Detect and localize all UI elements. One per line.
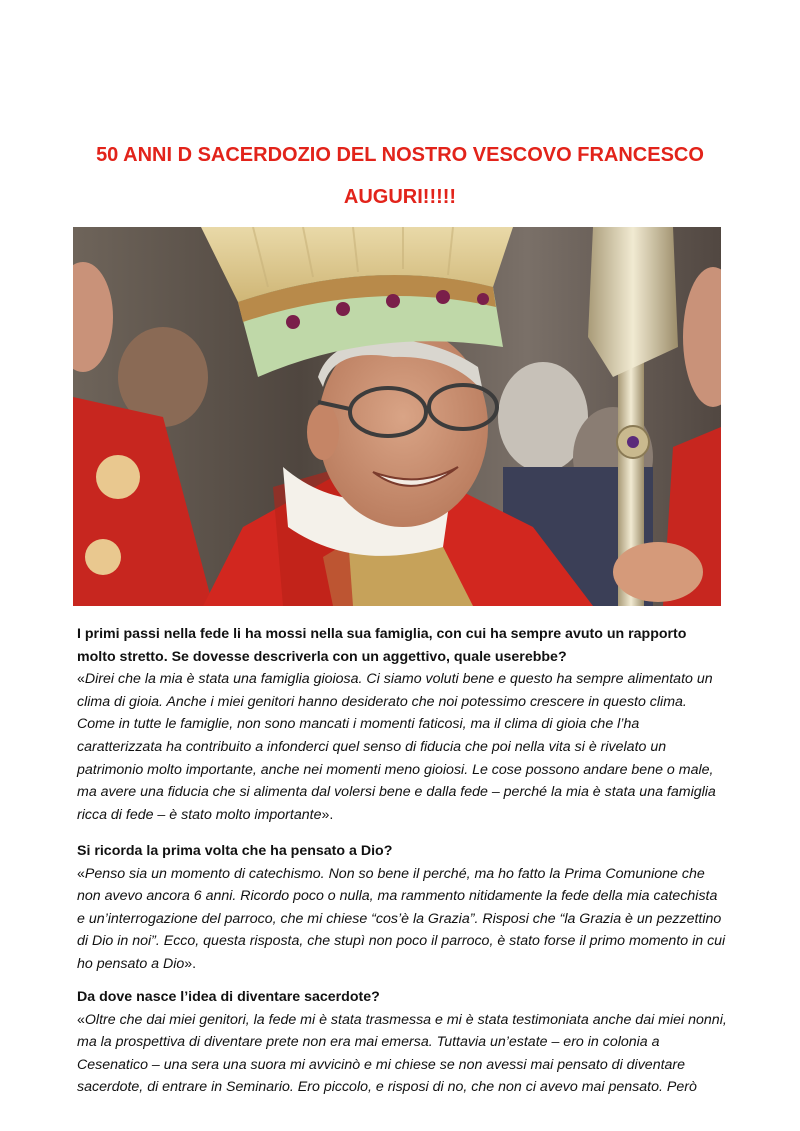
interview-question: Da dove nasce l’idea di diventare sacerdote? — [77, 989, 380, 1005]
answer-text: Direi che la mia è stata una famiglia gioiosa. Ci siamo voluti bene e questo ha sempre alimentato un clima di gioia. Anche i miei genitori hanno desiderato che noi potessimo crescere in questo clima. Come in tutte le famiglie, non sono mancati i momenti faticosi, ma il clima di gioia che l’ha caratterizzata ha contribuito a infonderci quel senso di fiducia che poi nella vita si è rivelato un patrimonio molto importante, anche nei momenti meno gioiosi. Le cose possono andare bene o male, ma avere una fiducia che si alimenta dal volersi bene e dalla fede – perché la mia è stata una famiglia ricca di fede – è stato molto importante — [77, 671, 716, 823]
interview-answer — [77, 668, 727, 826]
bishop-photo — [73, 227, 721, 606]
interview-section-3 — [77, 986, 727, 1099]
interview-answer — [77, 1009, 727, 1099]
interview-question: I primi passi nella fede li ha mossi nella sua famiglia, con cui ha sempre avuto un rapporto molto stretto. Se dovesse descriverla con un aggettivo, quale userebbe? — [77, 626, 687, 665]
page-subtitle: AUGURI!!!!! — [343, 186, 457, 208]
page-title: 50 ANNI D SACERDOZIO DEL NOSTRO VESCOVO FRANCESCO — [96, 144, 704, 166]
open-quote: « — [77, 865, 85, 882]
answer-text: Penso sia un momento di catechismo. Non so bene il perché, ma ho fatto la Prima Comunione che non avevo ancora 6 anni. Ricordo poco o nulla, ma rammento nitidamente la fede della mia catechista e un’interrogazione del parroco, che mi chiese “cos’è la Grazia”. Risposi che “la Grazia è un pezzettino di Dio in noi”. Ecco, questa risposta, che stupì non poco il parroco, è stato forse il primo momento in cui ho pensato a Dio — [77, 865, 726, 972]
close-quote: ». — [184, 955, 197, 972]
interview-section-1 — [77, 623, 727, 826]
open-quote: « — [77, 1011, 85, 1028]
close-quote: ». — [321, 806, 334, 823]
interview-section-2 — [77, 840, 727, 976]
open-quote: « — [77, 671, 85, 688]
answer-text: Oltre che dai miei genitori, la fede mi è stata trasmessa e mi è stata testimoniata anche dai miei nonni, ma la prospettiva di diventare prete non era mai emersa. Tuttavia un’estate – ero in colonia a Cesenatico – una sera una suora mi avvicinò e mi chiese se non avessi mai pensato di diventare sacerdote, di entrare in Seminario. Ero piccolo, e risposi di no, che non ci avevo mai pensato. Però — [77, 1011, 727, 1096]
interview-answer — [77, 863, 727, 976]
interview-question: Si ricorda la prima volta che ha pensato a Dio? — [77, 843, 393, 859]
